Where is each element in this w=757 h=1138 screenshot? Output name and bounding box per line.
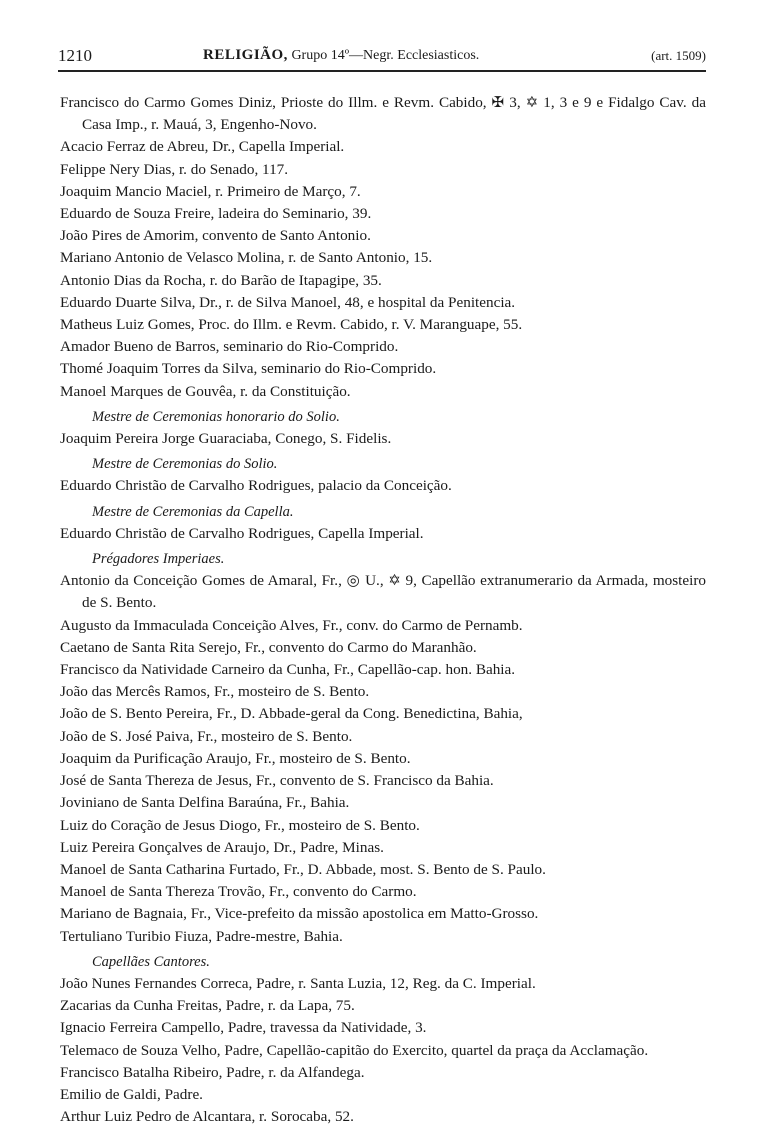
list-entry: Antonio Dias da Rocha, r. do Barão de Itapagipe, 35. [60, 271, 382, 289]
list-entry: Francisco da Natividade Carneiro da Cunha, Fr., Capellão-cap. hon. Bahia. [60, 661, 516, 679]
list-entry: Zacarias da Cunha Freitas, Padre, r. da Lapa, 75. [60, 997, 355, 1015]
list-entry: Luiz Pereira Gonçalves de Araujo, Dr., Padre, Minas. [60, 838, 384, 856]
list-entry: Francisco Batalha Ribeiro, Padre, r. da Alfandega. [60, 1063, 365, 1081]
list-entry: Thomé Joaquim Torres da Silva, seminario do Rio-Comprido. [60, 360, 437, 378]
list-entry: Francisco do Carmo Gomes Diniz, Prioste do Illm. e Revm. Cabido, ✠ 3, ✡ 1, 3 e 9 e Fidalgo Cav. da Casa Imp., r. Mauá, 3, Engenho-Novo. [60, 94, 706, 134]
article-number: (art. 1509) [651, 48, 706, 63]
running-header [58, 46, 706, 68]
list-entry: Tertuliano Turibio Fiuza, Padre-mestre, Bahia. [60, 927, 343, 945]
section-name: RELIGIÃO, [203, 47, 288, 63]
list-entry: Eduardo de Souza Freire, ladeira do Seminario, 39. [60, 205, 372, 223]
list-entry: José de Santa Thereza de Jesus, Fr., convento de S. Francisco da Bahia. [60, 772, 494, 790]
list-entry: Augusto da Immaculada Conceição Alves, Fr., conv. do Carmo de Pernamb. [60, 616, 523, 634]
list-entry: Manoel de Santa Catharina Furtado, Fr., D. Abbade, most. S. Bento de S. Paulo. [60, 860, 546, 878]
list-entry: João de S. José Paiva, Fr., mosteiro de S. Bento. [60, 727, 353, 745]
list-entry: Luiz do Coração de Jesus Diogo, Fr., mosteiro de S. Bento. [60, 816, 420, 834]
list-entry: Manoel Marques de Gouvêa, r. da Constituição. [60, 382, 351, 400]
section-heading: Mestre de Ceremonias da Capella. [92, 503, 294, 520]
list-entry: Eduardo Duarte Silva, Dr., r. de Silva Manoel, 48, e hospital da Penitencia. [60, 293, 516, 311]
list-entry: João Pires de Amorim, convento de Santo Antonio. [60, 227, 371, 245]
section-heading: Capellães Cantores. [92, 953, 210, 970]
list-entry: Telemaco de Souza Velho, Padre, Capellão-capitão do Exercito, quartel da praça da Acclamação. [60, 1041, 649, 1059]
list-entry: João Nunes Fernandes Correca, Padre, r. Santa Luzia, 12, Reg. da C. Imperial. [60, 974, 536, 992]
list-entry: João das Mercês Ramos, Fr., mosteiro de S. Bento. [60, 683, 370, 701]
list-entry: Mariano Antonio de Velasco Molina, r. de Santo Antonio, 15. [60, 249, 433, 267]
list-entry: Ignacio Ferreira Campello, Padre, travessa da Natividade, 3. [60, 1019, 427, 1037]
page-number: 1210 [58, 46, 92, 65]
list-entry: Joviniano de Santa Delfina Baraúna, Fr., Bahia. [60, 794, 350, 812]
list-entry: Eduardo Christão de Carvalho Rodrigues, palacio da Conceição. [60, 477, 452, 495]
list-entry: Mariano de Bagnaia, Fr., Vice-prefeito da missão apostolica em Matto-Grosso. [60, 905, 539, 923]
list-entry: Felippe Nery Dias, r. do Senado, 117. [60, 160, 289, 178]
section-title [203, 47, 479, 64]
list-entry: João de S. Bento Pereira, Fr., D. Abbade-geral da Cong. Benedictina, Bahia, [60, 705, 523, 723]
list-entry: Emilio de Galdi, Padre. [60, 1085, 203, 1103]
list-entry: Joaquim Pereira Jorge Guaraciaba, Conego, S. Fidelis. [60, 430, 392, 448]
list-entry: Manoel de Santa Thereza Trovão, Fr., convento do Carmo. [60, 883, 417, 901]
list-entry: Acacio Ferraz de Abreu, Dr., Capella Imperial. [60, 138, 345, 156]
group-name: Grupo 14º—Negr. Ecclesiasticos. [291, 48, 480, 63]
list-entry: Joaquim Mancio Maciel, r. Primeiro de Março, 7. [60, 182, 361, 200]
list-entry: Eduardo Christão de Carvalho Rodrigues, Capella Imperial. [60, 524, 424, 542]
list-entry: Matheus Luiz Gomes, Proc. do Illm. e Revm. Cabido, r. V. Maranguape, 55. [60, 316, 523, 334]
section-heading: Prégadores Imperiaes. [92, 551, 225, 568]
section-heading: Mestre de Ceremonias honorario do Solio. [92, 408, 340, 425]
section-heading: Mestre de Ceremonias do Solio. [92, 456, 278, 473]
header-rule [58, 70, 706, 72]
list-entry: Antonio da Conceição Gomes de Amaral, Fr., ◎ U., ✡ 9, Capellão extranumerario da Armada, mosteiro de S. Bento. [60, 572, 706, 612]
document-body [60, 92, 706, 1128]
list-entry: Caetano de Santa Rita Serejo, Fr., convento do Carmo do Maranhão. [60, 638, 477, 656]
list-entry: Arthur Luiz Pedro de Alcantara, r. Sorocaba, 52. [60, 1108, 354, 1126]
list-entry: Joaquim da Purificação Araujo, Fr., mosteiro de S. Bento. [60, 749, 411, 767]
list-entry: Amador Bueno de Barros, seminario do Rio-Comprido. [60, 338, 399, 356]
